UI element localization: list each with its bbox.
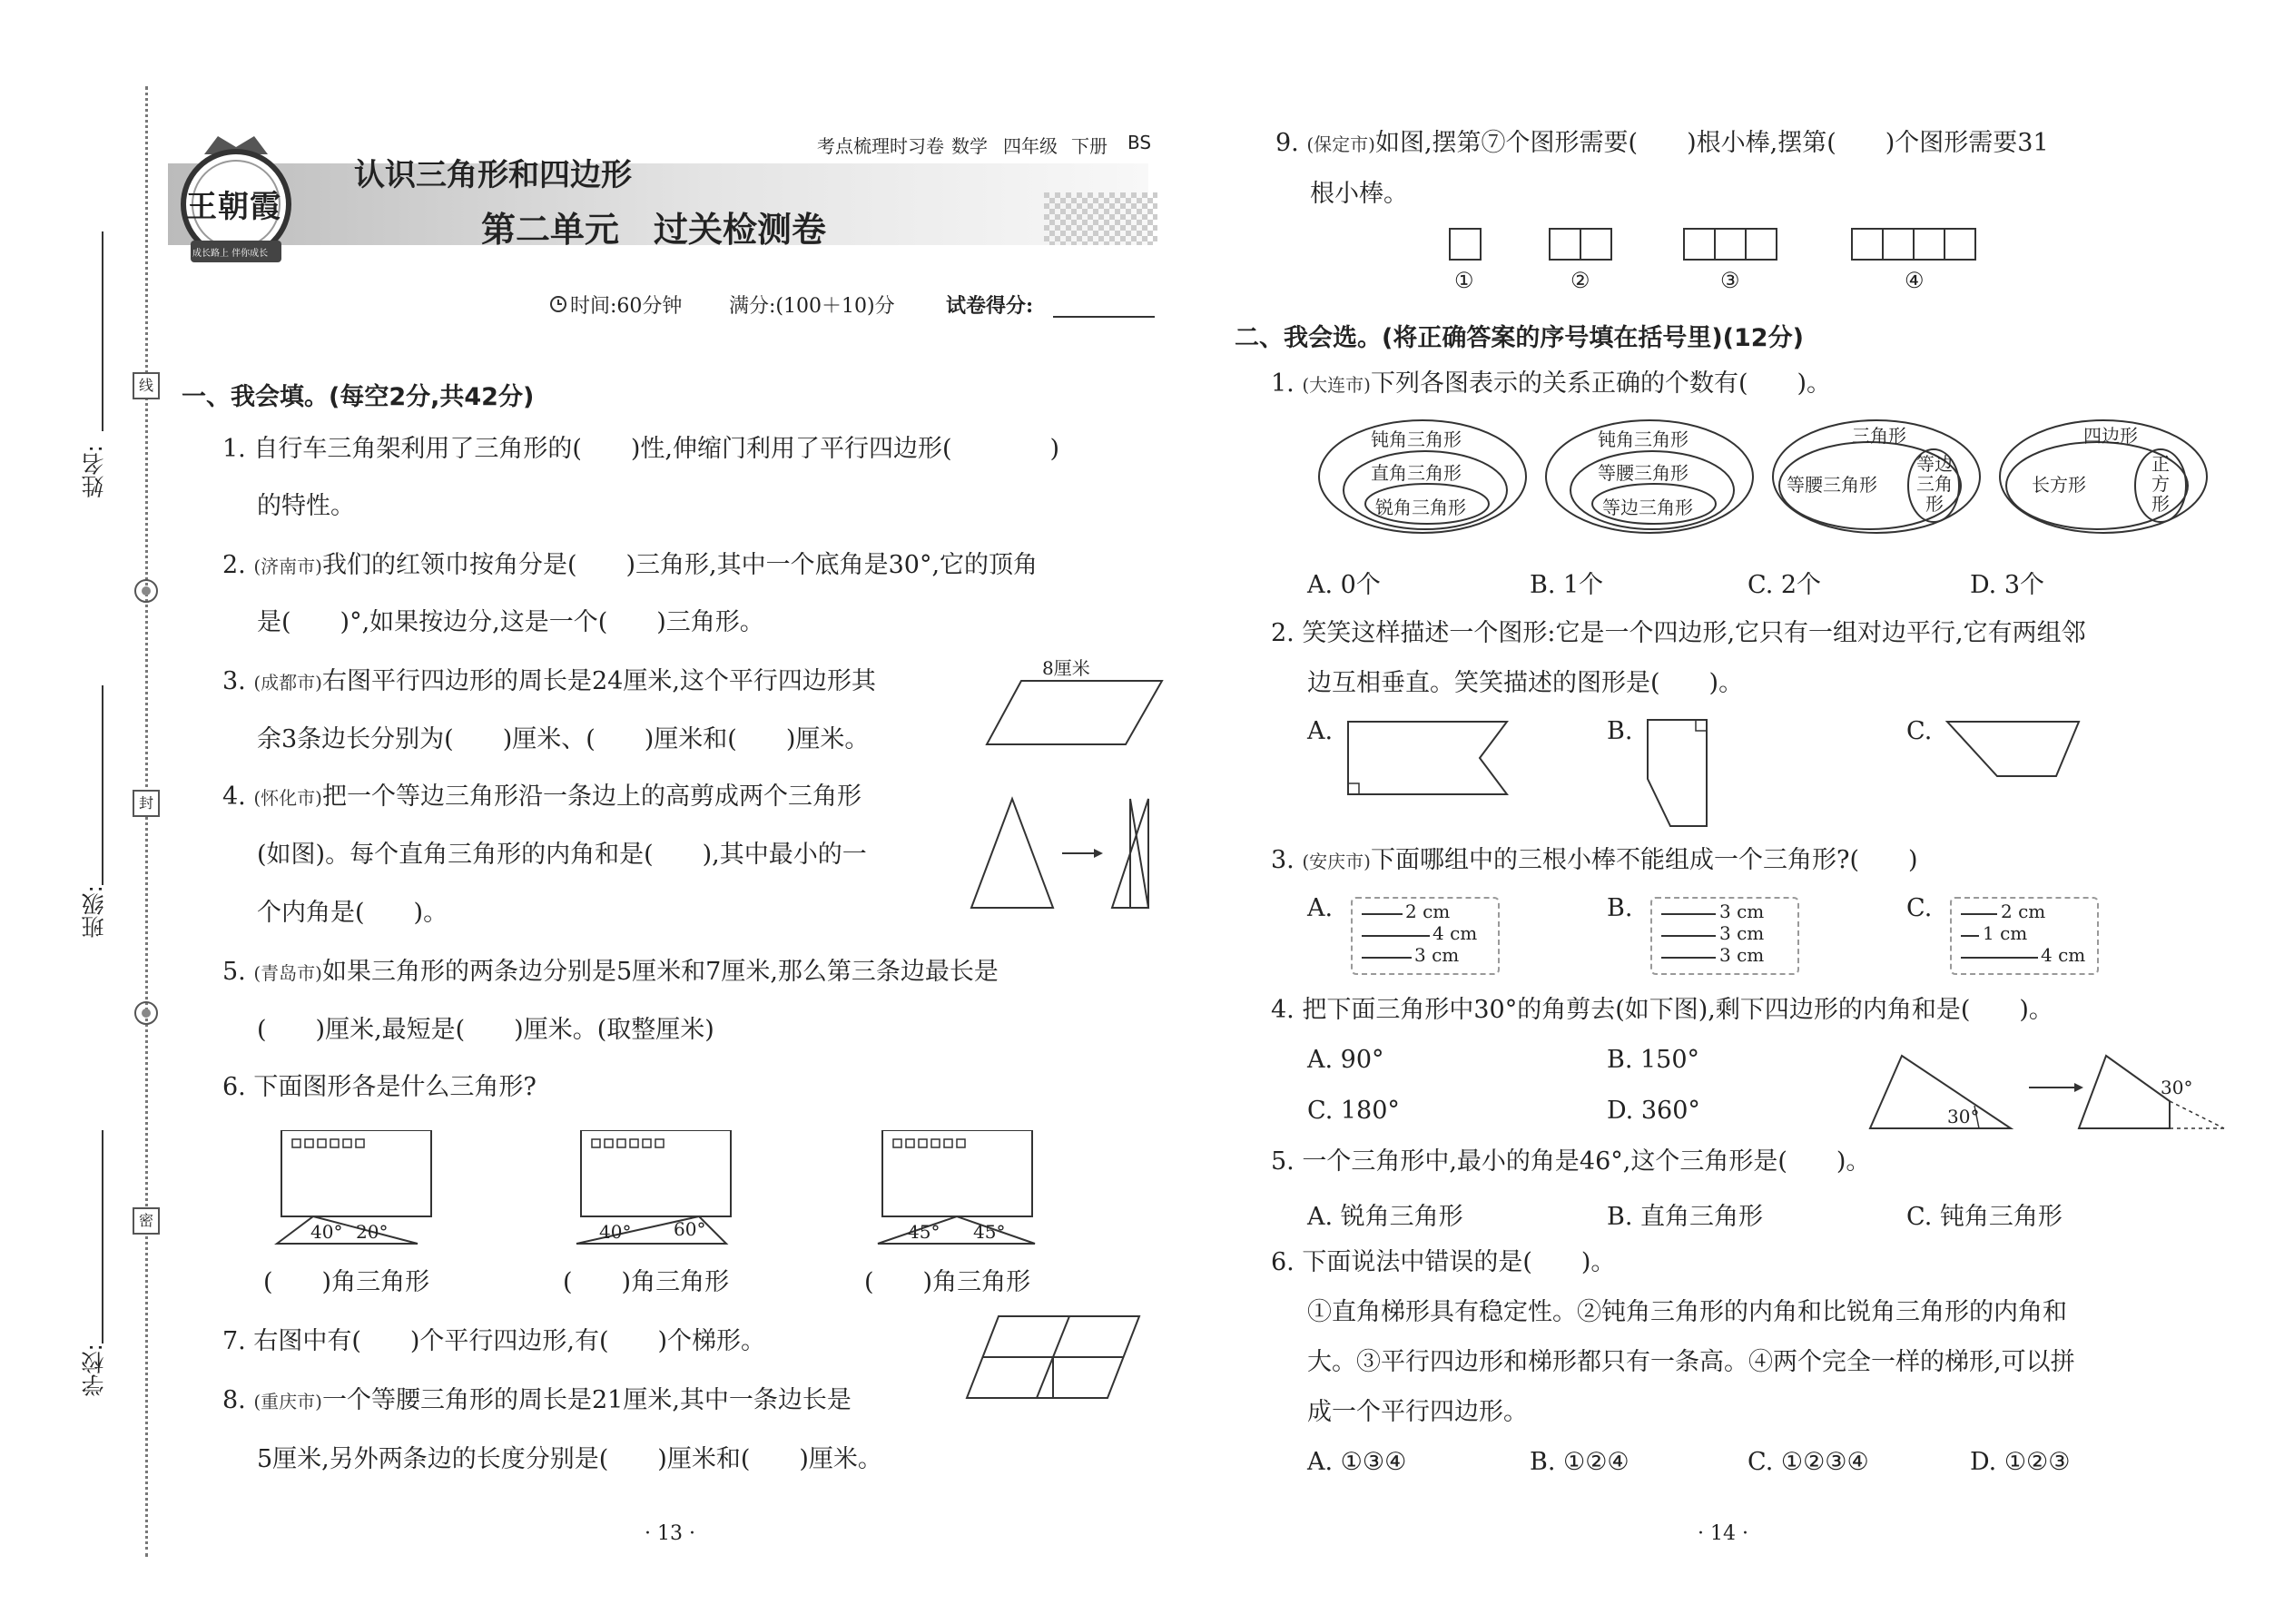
venn-diagram-1 (1316, 418, 1530, 536)
q6-answer-3: ( )角三角形 (864, 1268, 1031, 1296)
c4-option-d[interactable]: D. 360° (1607, 1097, 1700, 1125)
q9-line2: 根小棒。 (1310, 180, 1408, 208)
venn4-left: 长方形 (2032, 474, 2086, 496)
stick-c1: 2 cm (2001, 901, 2046, 922)
flower-ornament-icon (132, 999, 161, 1028)
q3-parallelogram-figure (985, 676, 1167, 749)
q9-label-3: ③ (1720, 268, 1740, 293)
c2-shape-b (1643, 715, 1716, 833)
q6-answer-2: ( )角三角形 (563, 1268, 730, 1296)
c6-option-d[interactable]: D. ①②③ (1970, 1448, 2071, 1476)
venn1-outer: 钝角三角形 (1371, 428, 1462, 450)
envelope-triangle-figure (873, 1130, 1037, 1248)
q6-fig2-angle-1: 40° (599, 1221, 632, 1243)
volume-label: 下册 (1071, 135, 1108, 157)
score-label: 试卷得分: (946, 294, 1034, 318)
q3-line2: 余3条边长分别为( )厘米、( )厘米和( )厘米。 (257, 725, 870, 753)
page-title: 第二单元 过关检测卷 (481, 210, 827, 250)
venn3-right: 等边三角形 (1916, 453, 1953, 515)
c6-option-c[interactable]: C. ①②③④ (1748, 1448, 1869, 1476)
q2-line2: 是( )°,如果按边分,这是一个( )三角形。 (257, 608, 764, 636)
series-label: 考点梳理时习卷 (817, 135, 944, 157)
section2-heading: 二、我会选。(将正确答案的序号填在括号里)(12分) (1235, 324, 1804, 352)
section1-heading: 一、我会填。(每空2分,共42分) (182, 383, 535, 411)
score-field[interactable] (1053, 316, 1155, 318)
stick-c2: 1 cm (1983, 922, 2028, 944)
q9-label-4: ④ (1905, 268, 1925, 293)
c1-option-a[interactable]: A. 0个 (1307, 571, 1381, 599)
stick-a2: 4 cm (1433, 922, 1478, 944)
venn-diagram-3 (1770, 418, 1984, 536)
c4-angle-label-right: 30° (2161, 1077, 2193, 1098)
stick-a3: 3 cm (1414, 944, 1460, 966)
q4-line3: 个内角是( )。 (257, 899, 448, 927)
c2-shape-c (1943, 717, 2088, 781)
clock-icon (549, 295, 567, 313)
c2-line2: 边互相垂直。笑笑描述的图形是( )。 (1307, 669, 1744, 697)
page-number-left: · 13 · (645, 1522, 695, 1545)
binding-char-seal: 封 (133, 790, 160, 817)
q1-line1: 1. 自行车三角架利用了三角形的( )性,伸缩门利用了平行四边形( ) (222, 435, 1060, 463)
q6-figure-2 (572, 1130, 735, 1248)
q6-figure-3 (873, 1130, 1037, 1248)
q9-stick-pattern-figure (1448, 227, 1993, 263)
c4-angle-label-left: 30° (1947, 1106, 1980, 1127)
c1-option-c[interactable]: C. 2个 (1748, 571, 1822, 599)
c5-option-a[interactable]: A. 锐角三角形 (1307, 1203, 1463, 1231)
checker-decoration (1044, 192, 1157, 245)
topic-title: 认识三角形和四边形 (354, 157, 632, 193)
q6-fig1-angle-2: 20° (356, 1221, 389, 1243)
c5-option-b[interactable]: B. 直角三角形 (1607, 1203, 1764, 1231)
logo-text: 王朝霞 (186, 189, 281, 225)
q6-figure-1 (272, 1130, 436, 1248)
binding-margin (0, 0, 163, 1624)
venn-diagram-4 (1997, 418, 2210, 536)
class-field[interactable] (102, 685, 103, 885)
q3-line1: 3. (成都市)右图平行四边形的周长是24厘米,这个平行四边形其 (222, 667, 876, 695)
venn3-outer: 三角形 (1852, 425, 1906, 447)
stick-c3: 4 cm (2041, 944, 2086, 966)
q9-label-1: ① (1454, 268, 1474, 293)
venn2-middle: 等腰三角形 (1598, 462, 1689, 484)
venn4-right: 正方形 (2151, 453, 2170, 515)
logo-banner-text: 成长路上 伴你成长 (192, 249, 269, 259)
q4-triangle-figure (967, 794, 1157, 912)
q8-line1: 8. (重庆市)一个等腰三角形的周长是21厘米,其中一条边长是 (222, 1386, 852, 1414)
c6-option-b[interactable]: B. ①②④ (1530, 1448, 1629, 1476)
q5-line1: 5. (青岛市)如果三角形的两条边分别是5厘米和7厘米,那么第三条边最长是 (222, 958, 999, 986)
q9-label-2: ② (1570, 268, 1590, 293)
school-label: 学校: (81, 1343, 107, 1397)
c5-option-c[interactable]: C. 钝角三角形 (1906, 1203, 2063, 1231)
c3-option-c[interactable]: C. (1906, 894, 1933, 922)
c6-line1: 6. 下面说法中错误的是( )。 (1271, 1248, 1616, 1276)
q7-line1: 7. 右图中有( )个平行四边形,有( )个梯形。 (222, 1327, 766, 1355)
c4-option-c[interactable]: C. 180° (1307, 1097, 1400, 1125)
c1-option-d[interactable]: D. 3个 (1970, 571, 2045, 599)
c4-line1: 4. 把下面三角形中30°的角剪去(如下图),剩下四边形的内角和是( )。 (1271, 996, 2053, 1024)
c6-line4: 成一个平行四边形。 (1307, 1398, 1528, 1426)
q6-answer-1: ( )角三角形 (263, 1268, 430, 1296)
q6-fig3-angle-1: 45° (908, 1221, 940, 1243)
flower-ornament-icon (132, 576, 161, 605)
c3-sticks-c (1950, 897, 2099, 975)
c2-line1: 2. 笑笑这样描述一个图形:它是一个四边形,它只有一组对边平行,它有两组邻 (1271, 619, 2086, 647)
c3-sticks-b (1650, 897, 1799, 975)
c6-line2: ①直角梯形具有稳定性。②钝角三角形的内角和比锐角三角形的内角和 (1307, 1298, 2067, 1326)
binding-char-line: 线 (133, 372, 160, 399)
envelope-triangle-figure (272, 1130, 436, 1248)
c2-option-a[interactable]: A. (1307, 717, 1334, 745)
c1-option-b[interactable]: B. 1个 (1530, 571, 1604, 599)
stick-b1: 3 cm (1719, 901, 1765, 922)
q5-line2: ( )厘米,最短是( )厘米。(取整厘米) (257, 1016, 714, 1044)
c4-option-b[interactable]: B. 150° (1607, 1046, 1700, 1074)
name-label: 姓名: (81, 445, 107, 498)
q4-line2: (如图)。每个直角三角形的内角和是( ),其中最小的一 (257, 841, 867, 869)
c3-sticks-a (1351, 897, 1500, 975)
q9-line1: 9. (保定市)如图,摆第⑦个图形需要( )根小棒,摆第( )个图形需要31 (1275, 129, 2049, 157)
subject-label: 数学 (951, 135, 988, 157)
c2-option-c[interactable]: C. (1906, 717, 1933, 745)
venn2-outer: 钝角三角形 (1598, 428, 1689, 450)
full-score: 满分:(100＋10)分 (729, 295, 895, 318)
q4-line1: 4. (怀化市)把一个等边三角形沿一条边上的高剪成两个三角形 (222, 782, 861, 811)
school-field[interactable] (102, 1130, 103, 1343)
stick-b3: 3 cm (1719, 944, 1765, 966)
q3-figure-label: 8厘米 (1042, 657, 1090, 679)
venn3-left: 等腰三角形 (1787, 474, 1877, 496)
c1-line1: 1. (大连市)下列各图表示的关系正确的个数有( )。 (1271, 369, 1832, 398)
venn1-middle: 直角三角形 (1371, 462, 1462, 484)
q8-line2: 5厘米,另外两条边的长度分别是( )厘米和( )厘米。 (257, 1445, 882, 1473)
stick-a1: 2 cm (1405, 901, 1451, 922)
venn1-inner: 锐角三角形 (1375, 497, 1466, 518)
name-field[interactable] (102, 231, 103, 431)
stick-b2: 3 cm (1719, 922, 1765, 944)
q6-fig3-angle-2: 45° (973, 1221, 1006, 1243)
venn2-inner: 等边三角形 (1602, 497, 1693, 518)
q2-line1: 2. (济南市)我们的红领巾按角分是( )三角形,其中一个底角是30°,它的顶角 (222, 551, 1039, 579)
c3-line1: 3. (安庆市)下面哪组中的三根小棒不能组成一个三角形?( ) (1271, 846, 1918, 874)
c3-option-a[interactable]: A. (1307, 894, 1334, 922)
q1-line2: 的特性。 (257, 492, 355, 520)
edition-label: BS (1127, 132, 1152, 153)
q7-parallelogram-grid-figure (962, 1312, 1144, 1403)
c2-shape-a (1344, 717, 1525, 799)
c6-option-a[interactable]: A. ①③④ (1307, 1448, 1407, 1476)
grade-label: 四年级 (1003, 135, 1058, 157)
c4-option-a[interactable]: A. 90° (1307, 1046, 1384, 1074)
c6-line3: 大。③平行四边形和梯形都只有一条高。④两个完全一样的梯形,可以拼 (1307, 1348, 2075, 1376)
envelope-triangle-figure (572, 1130, 735, 1248)
c2-option-b[interactable]: B. (1607, 717, 1633, 745)
dotted-fold-line (145, 86, 148, 1557)
c5-line1: 5. 一个三角形中,最小的角是46°,这个三角形是( )。 (1271, 1147, 1871, 1176)
venn4-outer: 四边形 (2083, 425, 2138, 447)
venn-diagram-2 (1543, 418, 1757, 536)
c3-option-b[interactable]: B. (1607, 894, 1633, 922)
time-info: 时间:60分钟 (570, 295, 683, 318)
page-number-right: · 14 · (1698, 1522, 1748, 1545)
q6-fig1-angle-1: 40° (310, 1221, 343, 1243)
q6-line1: 6. 下面图形各是什么三角形? (222, 1073, 537, 1101)
class-label: 班级: (81, 885, 107, 939)
q6-fig2-angle-2: 60° (674, 1218, 706, 1240)
binding-char-secret: 密 (133, 1207, 160, 1235)
